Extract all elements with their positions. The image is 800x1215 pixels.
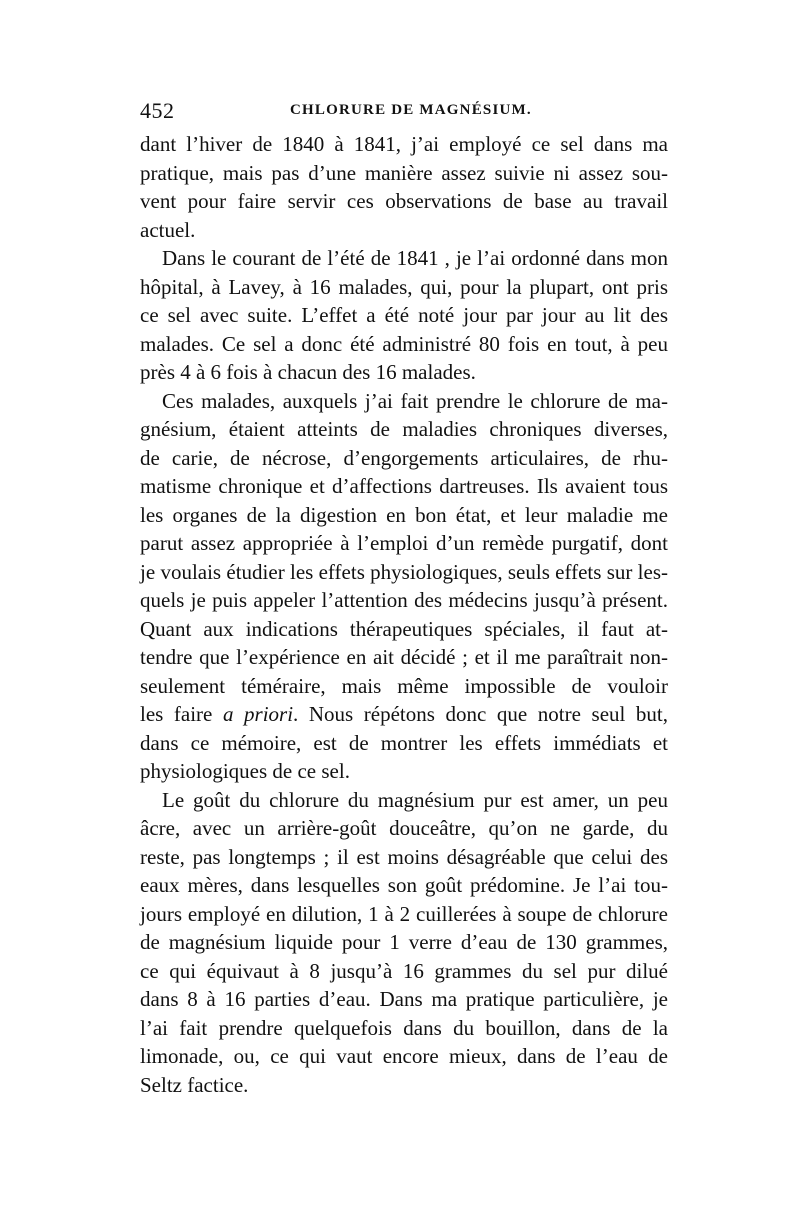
text-line: actuel. bbox=[140, 217, 196, 242]
text-body bbox=[140, 130, 668, 1099]
paragraph bbox=[140, 244, 668, 387]
text-line: dant l’hiver de 1840 à 1841, j’ai employé ce sel dans ma bbox=[140, 132, 668, 156]
text-line: dans ce mémoire, est de montrer les effets immédiats et bbox=[140, 730, 668, 755]
text-line: reste, pas longtemps ; il est moins désagréable que celui des bbox=[140, 844, 668, 869]
book-page bbox=[140, 98, 668, 1099]
text-line: physiologiques de ce sel. bbox=[140, 759, 350, 783]
text-line: Quant aux indications thérapeutiques spéciales, il faut at- bbox=[140, 616, 668, 641]
text-line: matisme chronique et d’affections dartreuses. Ils avaient tous bbox=[140, 474, 668, 498]
text-line: près 4 à 6 fois à chacun des 16 malades. bbox=[140, 360, 476, 384]
running-head bbox=[140, 98, 668, 128]
text-line: les faire a priori. Nous répétons donc que notre seul but, bbox=[140, 702, 669, 726]
text-line: parut assez appropriée à l’emploi d’un remède purgatif, dont bbox=[140, 531, 668, 555]
text-line: Le goût du chlorure du magnésium pur est amer, un peu bbox=[162, 787, 668, 812]
running-title: CHLORURE DE MAGNÉSIUM. bbox=[290, 102, 532, 118]
paragraph bbox=[140, 387, 668, 786]
text-line: l’ai fait prendre quelquefois dans du bouillon, dans de la bbox=[140, 1015, 668, 1040]
italic-phrase: a priori bbox=[222, 702, 294, 726]
text-line: pratique, mais pas d’une manière assez suivie ni assez sou- bbox=[140, 160, 668, 185]
text-line: eaux mères, dans lesquelles son goût prédomine. Je l’ai tou- bbox=[140, 873, 668, 897]
paragraph bbox=[140, 130, 668, 244]
text-line: tendre que l’expérience en ait décidé ; et il me paraîtrait non- bbox=[140, 645, 668, 669]
text-line: gnésium, étaient atteints de maladies chroniques diverses, bbox=[140, 417, 668, 441]
page-number: 452 bbox=[140, 98, 175, 123]
text-line: les organes de la digestion en bon état, et leur maladie me bbox=[140, 502, 668, 527]
text-line: ce qui équivaut à 8 jusqu’à 16 grammes du sel pur dilué bbox=[140, 958, 668, 983]
text-line: ce sel avec suite. L’effet a été noté jour par jour au lit des bbox=[140, 303, 668, 327]
text-line: jours employé en dilution, 1 à 2 cuillerées à soupe de chlorure bbox=[140, 901, 668, 926]
text-line: je voulais étudier les effets physiologiques, seuls effets sur les- bbox=[140, 559, 668, 584]
text-line: Seltz factice. bbox=[140, 1072, 249, 1097]
text-line: de magnésium liquide pour 1 verre d’eau de 130 grammes, bbox=[140, 930, 668, 954]
text-line: de carie, de nécrose, d’engorgements articulaires, de rhu- bbox=[140, 445, 668, 470]
text-line: âcre, avec un arrière-goût douceâtre, qu’on ne garde, du bbox=[140, 816, 668, 840]
text-line: quels je puis appeler l’attention des médecins jusqu’à présent. bbox=[140, 588, 668, 612]
text-line: seulement téméraire, mais même impossible de vouloir bbox=[140, 673, 668, 698]
text-line: hôpital, à Lavey, à 16 malades, qui, pour la plupart, ont pris bbox=[140, 274, 668, 299]
text-line: malades. Ce sel a donc été administré 80 fois en tout, à peu bbox=[140, 331, 668, 356]
paragraph bbox=[140, 786, 668, 1100]
text-line: Dans le courant de l’été de 1841 , je l’ai ordonné dans mon bbox=[162, 246, 668, 270]
text-line: dans 8 à 16 parties d’eau. Dans ma pratique particulière, je bbox=[140, 987, 668, 1011]
text-line: Ces malades, auxquels j’ai fait prendre le chlorure de ma- bbox=[162, 388, 668, 413]
text-line: limonade, ou, ce qui vaut encore mieux, dans de l’eau de bbox=[140, 1044, 668, 1068]
text-line: vent pour faire servir ces observations de base au travail bbox=[140, 189, 668, 213]
